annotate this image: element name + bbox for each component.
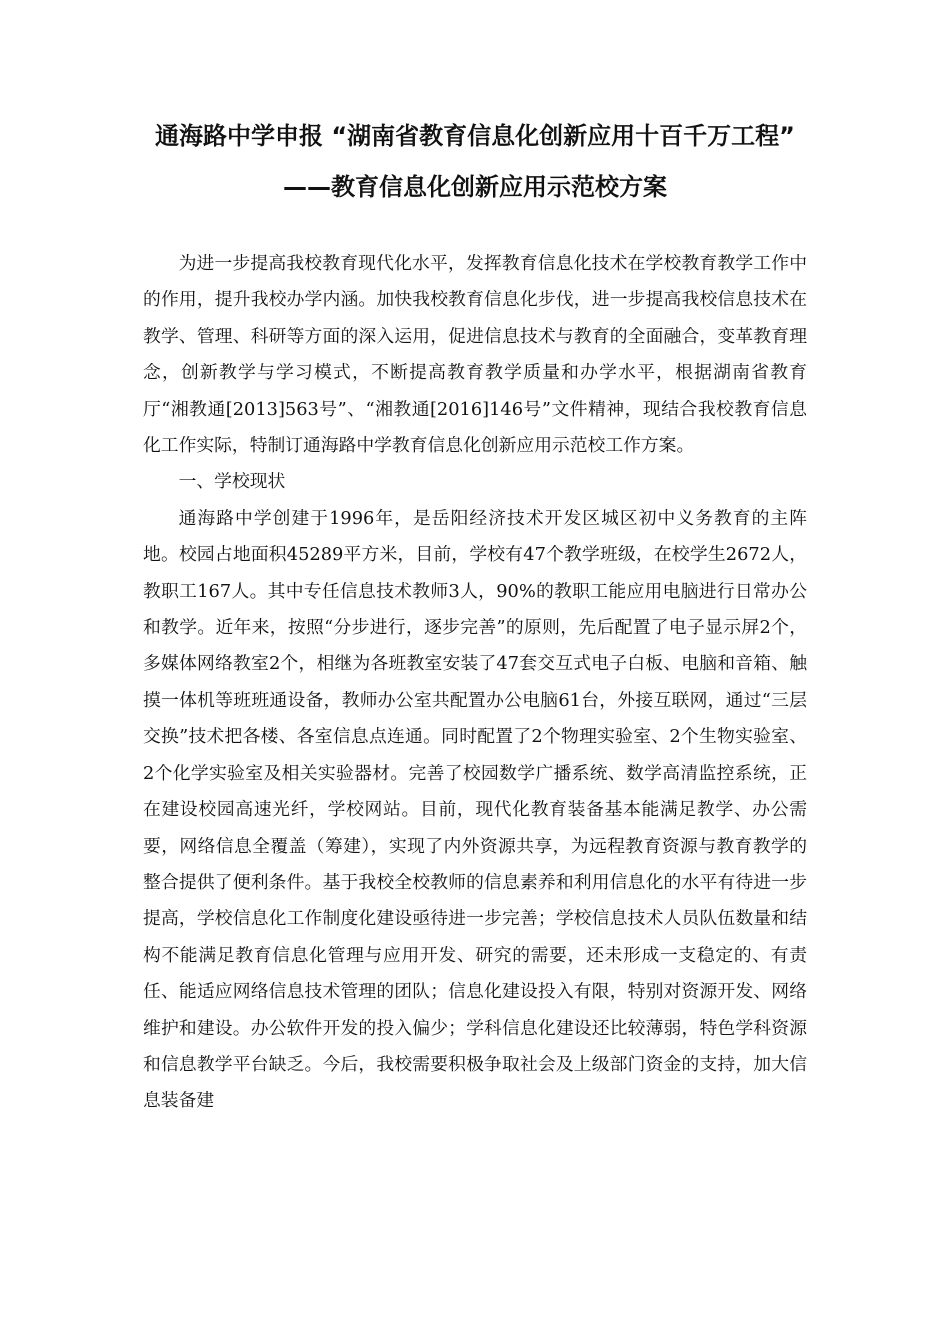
document-title-line-1: 通海路中学申报 “湖南省教育信息化创新应用十百千万工程” [155, 122, 795, 150]
document-title-line-2: ——教育信息化创新应用示范校方案 [283, 173, 667, 201]
document-body [143, 246, 807, 1120]
intro-paragraph: 为进一步提高我校教育现代化水平，发挥教育信息化技术在学校教育教学工作中的作用，提升我校办学内涵。加快我校教育信息化步伐，进一步提高我校信息技术在教学、管理、科研等方面的深入运用，促进信息技术与教育的全面融合，变革教育理念，创新教学与学习模式，不断提高教育教学质量和办学水平，根据湖南省教育厅“湘教通[2013]563号”、“湘教通[2016]146号”文件精神，现结合我校教育信息化工作实际，特制订通海路中学教育信息化创新应用示范校工作方案。 [143, 253, 807, 457]
school-status-paragraph: 通海路中学创建于1996年，是岳阳经济技术开发区城区初中义务教育的主阵地。校园占地面积45289平方米，目前，学校有47个教学班级，在校学生2672人，教职工167人。其中专任信息技术教师3人，90%的教职工能应用电脑进行日常办公和教学。近年来，按照“分步进行，逐步完善”的原则，先后配置了电子显示屏2个，多媒体网络教室2个，相继为各班教室安装了47套交互式电子白板、电脑和音箱、触摸一体机等班班通设备，教师办公室共配置办公电脑61台，外接互联网，通过“三层交换”技术把各楼、各室信息点连通。同时配置了2个物理实验室、2个生物实验室、2个化学实验室及相关实验器材。完善了校园数学广播系统、数学高清监控系统，正在建设校园高速光纤，学校网站。目前，现代化教育装备基本能满足教学、办公需要，网络信息全覆盖（筹建），实现了内外资源共享，为远程教育资源与教育教学的整合提供了便利条件。基于我校全校教师的信息素养和利用信息化的水平有待进一步提高，学校信息化工作制度化建设亟待进一步完善；学校信息技术人员队伍数量和结构不能满足教育信息化管理与应用开发、研究的需要，还未形成一支稳定的、有责任、能适应网络信息技术管理的团队；信息化建设投入有限，特别对资源开发、网络维护和建设。办公软件开发的投入偏少；学科信息化建设还比较薄弱，特色学科资源和信息教学平台缺乏。今后，我校需要积极争取社会及上级部门资金的支持，加大信息装备建 [143, 507, 807, 1112]
section-heading-school-status: 一、学校现状 [178, 471, 286, 493]
